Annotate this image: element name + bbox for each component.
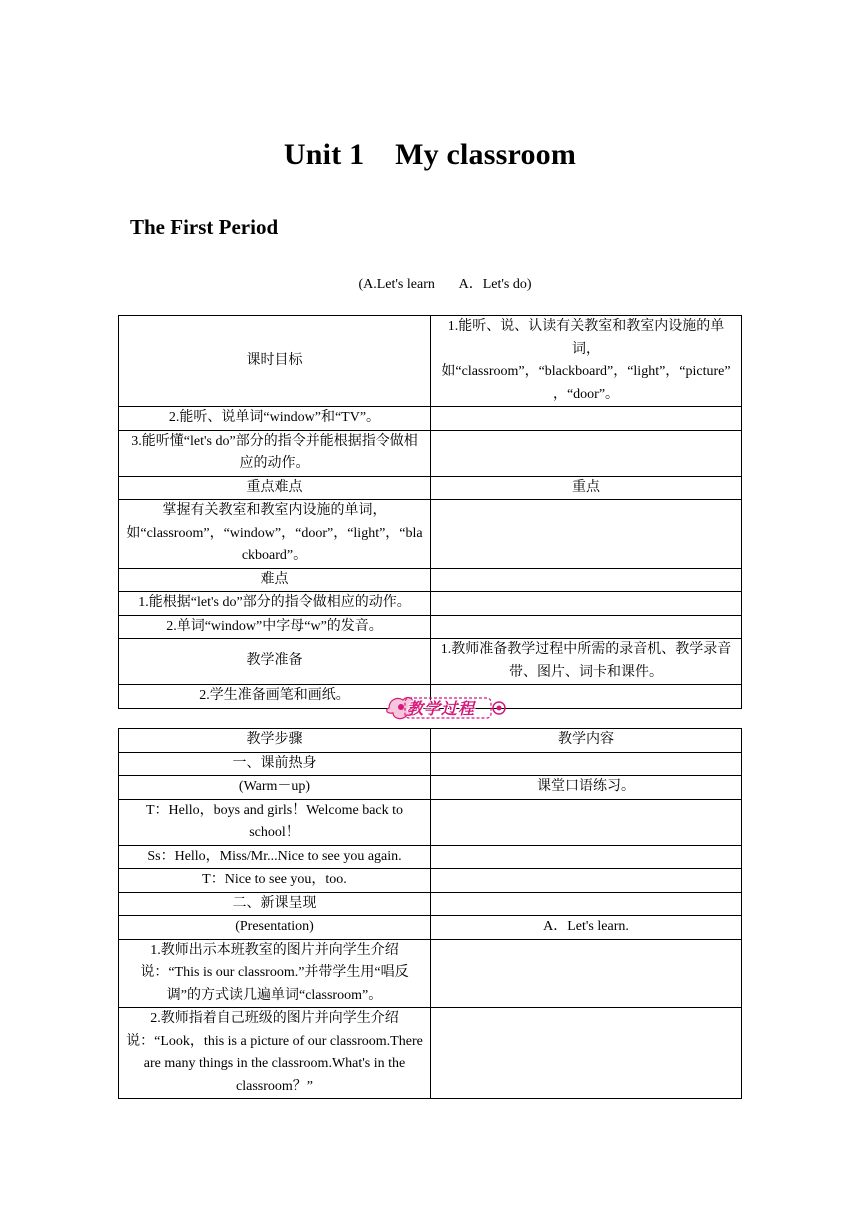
banner-label: 教学过程 (407, 699, 476, 718)
table-row (119, 568, 742, 592)
table-row (119, 639, 742, 685)
table-row (119, 407, 742, 431)
table-cell: 3.能听懂“let's do”部分的指令并能根据指令做相应的动作。 (119, 430, 431, 476)
table-cell: 2.能听、说单词“window”和“TV”。 (119, 407, 431, 431)
table-row (119, 892, 742, 916)
table-cell: Ss：Hello，Miss/Mr...Nice to see you again. (119, 845, 431, 869)
table-cell: 掌握有关教室和教室内设施的单词，如“classroom”，“window”，“door”，“light”，“blackboard”。 (119, 500, 431, 569)
table-cell: 2.学生准备画笔和画纸。 (119, 685, 431, 709)
teaching-process-banner (383, 692, 509, 724)
table-row (119, 776, 742, 800)
table-cell (431, 1008, 742, 1099)
table-row (119, 916, 742, 940)
objectives-table (118, 315, 742, 709)
table-cell: 1.能听、说、认读有关教室和教室内设施的单词，如“classroom”，“blackboard”，“light”，“picture”，“door”。 (431, 316, 742, 407)
table-cell: 1.教师准备教学过程中所需的录音机、教学录音带、图片、词卡和课件。 (431, 639, 742, 685)
table-row (119, 845, 742, 869)
table-cell: 难点 (119, 568, 431, 592)
table-cell: 1.能根据“let's do”部分的指令做相应的动作。 (119, 592, 431, 616)
table-cell: A．Let's learn. (431, 916, 742, 940)
table-cell (431, 568, 742, 592)
table-cell (431, 892, 742, 916)
table-cell: 课时目标 (119, 316, 431, 407)
table-cell (431, 430, 742, 476)
table-row (119, 615, 742, 639)
table-cell: 二、新课呈现 (119, 892, 431, 916)
table-cell (431, 407, 742, 431)
table-cell (431, 869, 742, 893)
period-heading: The First Period (130, 215, 279, 239)
table-cell: 2.教师指着自己班级的图片并向学生介绍说：“Look，this is a picture of our classroom.There are many things in the classroom.What's in the classroom？” (119, 1008, 431, 1099)
table-cell (431, 615, 742, 639)
table-cell: 2.单词“window”中字母“w”的发音。 (119, 615, 431, 639)
table-cell (431, 592, 742, 616)
table-cell: (Presentation) (119, 916, 431, 940)
page-title: Unit 1 My classroom (283, 138, 577, 171)
lesson-subtitle: (A.Let's learn A．Let's do) (358, 277, 532, 292)
table-cell (431, 845, 742, 869)
table-row (119, 316, 742, 407)
table-row (119, 752, 742, 776)
table-cell: 重点 (431, 476, 742, 500)
table-row (119, 799, 742, 845)
table-cell: 课堂口语练习。 (431, 776, 742, 800)
table-row (119, 869, 742, 893)
table-row (119, 729, 742, 753)
table-cell: T：Hello，boys and girls！Welcome back to school！ (119, 799, 431, 845)
table-cell: (Warm－up) (119, 776, 431, 800)
table-row (119, 592, 742, 616)
table-cell: T：Nice to see you，too. (119, 869, 431, 893)
table-row (119, 1008, 742, 1099)
table-row (119, 476, 742, 500)
table-cell: 重点难点 (119, 476, 431, 500)
table-header-cell: 教学步骤 (119, 729, 431, 753)
table-row (119, 939, 742, 1008)
table-cell (431, 799, 742, 845)
table-header-cell: 教学内容 (431, 729, 742, 753)
table-cell (431, 939, 742, 1008)
table-cell (431, 752, 742, 776)
table-row (119, 430, 742, 476)
table-cell: 教学准备 (119, 639, 431, 685)
table-cell: 1.教师出示本班教室的图片并向学生介绍说：“This is our classroom.”并带学生用“唱反调”的方式读几遍单词“classroom”。 (119, 939, 431, 1008)
table-row (119, 500, 742, 569)
table-cell: 一、课前热身 (119, 752, 431, 776)
table-cell (431, 500, 742, 569)
process-table (118, 728, 742, 1099)
